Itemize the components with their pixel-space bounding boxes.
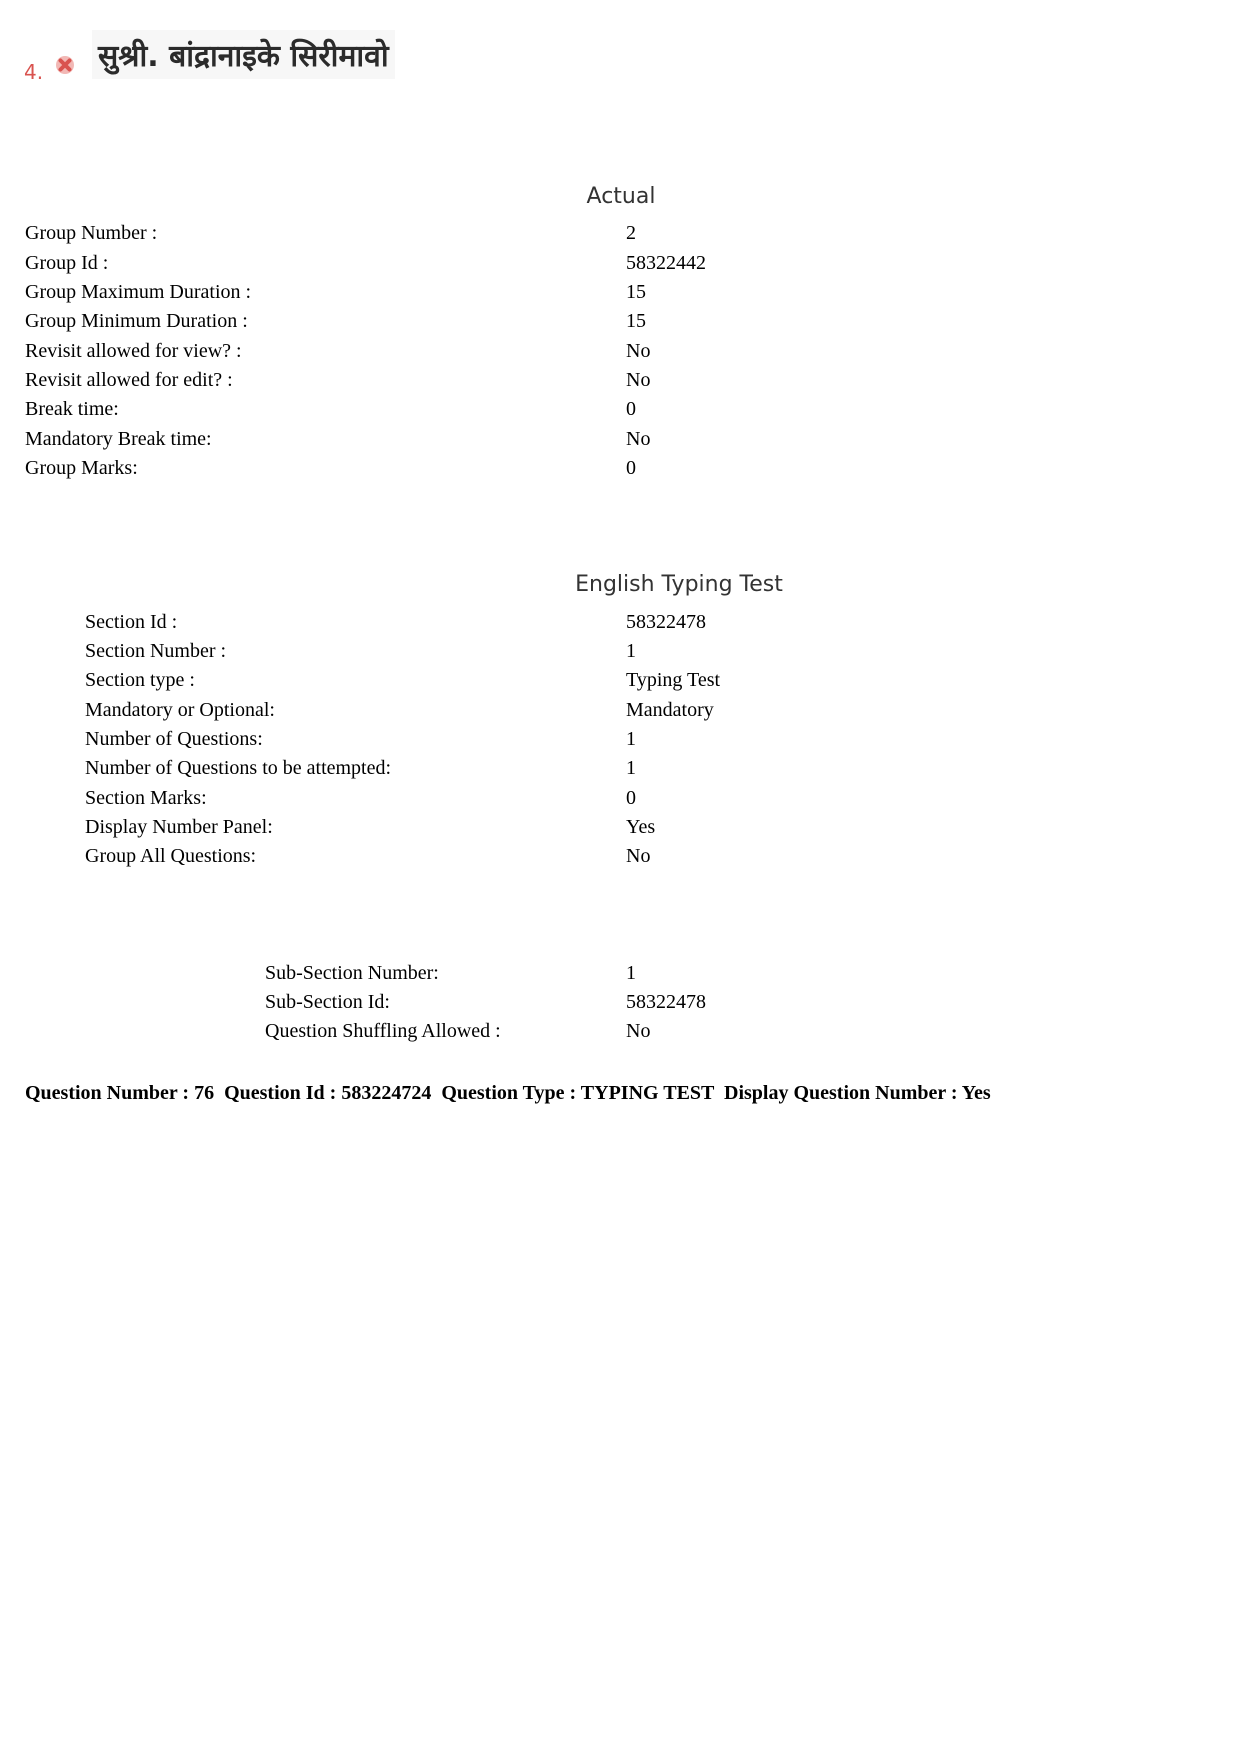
subsection-id-label: Sub-Section Id: [265, 991, 390, 1013]
group-min-duration-value: 15 [626, 310, 646, 332]
section-type-label: Section type : [85, 669, 195, 691]
revisit-edit-label: Revisit allowed for edit? : [25, 369, 233, 391]
shuffling-label: Question Shuffling Allowed : [265, 1020, 501, 1042]
cross-icon [54, 54, 76, 76]
section-marks-label: Section Marks: [85, 787, 207, 809]
option-text: सुश्री. बांद्रानाइके सिरीमावो [92, 30, 395, 79]
option-number: 4. [24, 60, 44, 84]
subsection-number-label: Sub-Section Number: [265, 962, 439, 984]
display-panel-value: Yes [626, 816, 656, 838]
question-info-line: Question Number : 76 Question Id : 583224724 Question Type : TYPING TEST Display Question Number : Yes [25, 1082, 991, 1104]
revisit-view-value: No [626, 340, 651, 362]
group-all-questions-value: No [626, 845, 651, 867]
option-row [24, 30, 444, 84]
subsection-id-value: 58322478 [626, 991, 706, 1013]
group-number-value: 2 [626, 222, 636, 244]
section-id-label: Section Id : [85, 611, 178, 633]
num-attempted-label: Number of Questions to be attempted: [85, 757, 392, 779]
mandatory-break-value: No [626, 428, 651, 450]
section-heading: English Typing Test [575, 572, 783, 597]
section-number-value: 1 [626, 640, 636, 662]
subsection-number-value: 1 [626, 962, 636, 984]
group-max-duration-label: Group Maximum Duration : [25, 281, 252, 303]
break-time-label: Break time: [25, 398, 119, 420]
group-number-label: Group Number : [25, 222, 158, 244]
mandatory-optional-label: Mandatory or Optional: [85, 699, 275, 721]
section-number-label: Section Number : [85, 640, 227, 662]
group-max-duration-value: 15 [626, 281, 646, 303]
display-panel-label: Display Number Panel: [85, 816, 273, 838]
mandatory-break-label: Mandatory Break time: [25, 428, 212, 450]
group-marks-label: Group Marks: [25, 457, 138, 479]
revisit-edit-value: No [626, 369, 651, 391]
group-min-duration-label: Group Minimum Duration : [25, 310, 248, 332]
group-marks-value: 0 [626, 457, 636, 479]
num-questions-label: Number of Questions: [85, 728, 263, 750]
break-time-value: 0 [626, 398, 636, 420]
section-id-value: 58322478 [626, 611, 706, 633]
group-heading: Actual [586, 184, 656, 209]
shuffling-value: No [626, 1020, 651, 1042]
group-id-label: Group Id : [25, 252, 109, 274]
group-id-value: 58322442 [626, 252, 706, 274]
mandatory-optional-value: Mandatory [626, 699, 714, 721]
revisit-view-label: Revisit allowed for view? : [25, 340, 242, 362]
group-all-questions-label: Group All Questions: [85, 845, 257, 867]
section-marks-value: 0 [626, 787, 636, 809]
section-type-value: Typing Test [626, 669, 721, 691]
num-questions-value: 1 [626, 728, 636, 750]
num-attempted-value: 1 [626, 757, 636, 779]
